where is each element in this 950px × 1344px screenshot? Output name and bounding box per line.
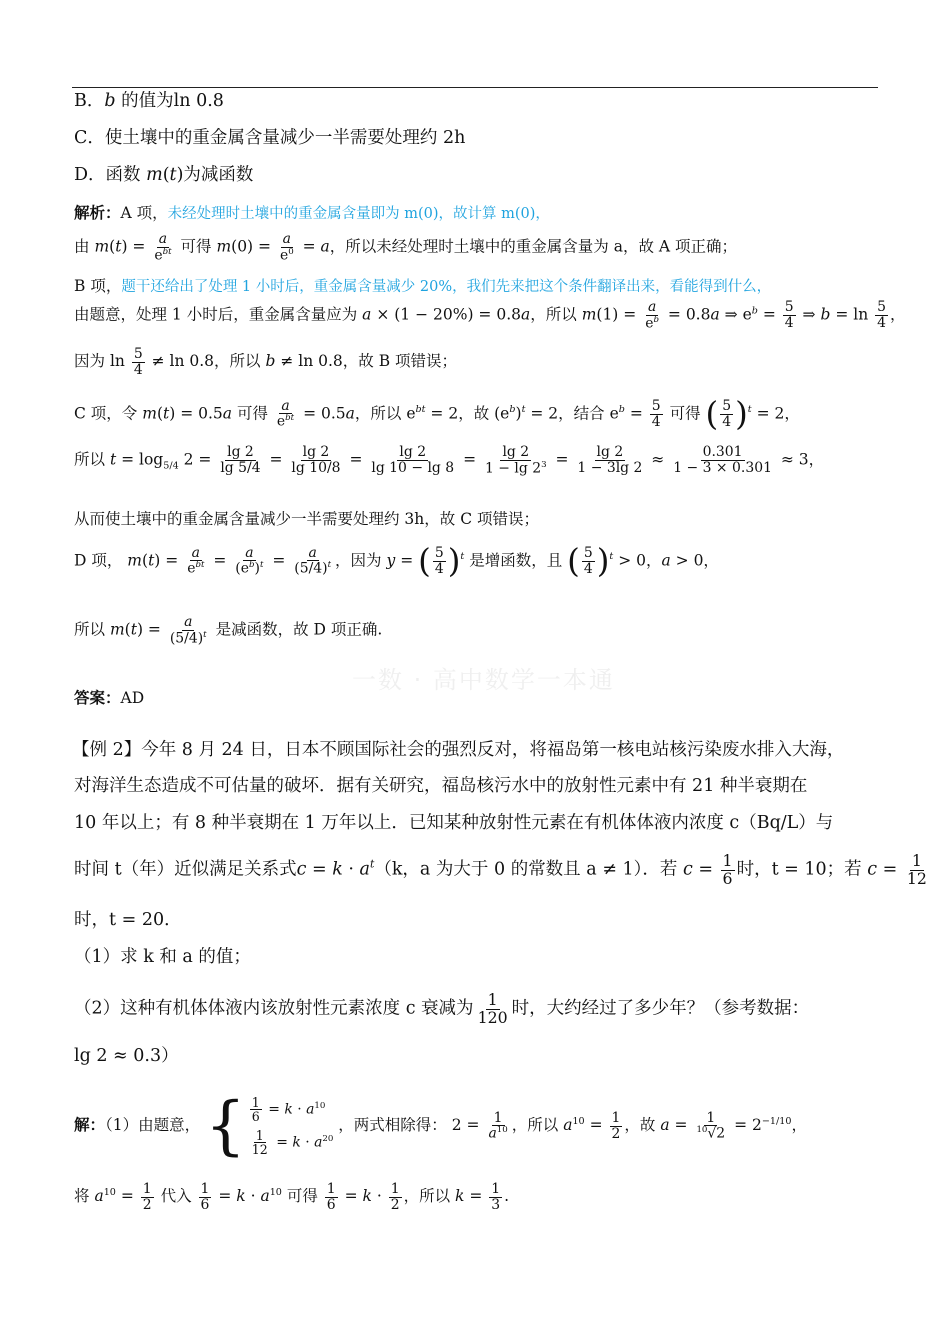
answer: 答案：AD xyxy=(74,688,145,707)
option-d: D．函数 m(t)为减函数 xyxy=(74,165,254,185)
option-b: B．b 的值为ln 0.8 xyxy=(74,91,224,111)
example2-p1: 【例 2】今年 8 月 24 日，日本不顾国际社会的强烈反对，将福岛第一核电站核污染废水排入大海， xyxy=(72,740,845,760)
analysis-b-line2: 因为 ln $\frac{5}{4}$ ≠ ln 0.8，所以 b ≠ ln 0.8，故 B 项错误； xyxy=(74,346,458,378)
example2-p4: 时间 t（年）近似满足关系式$c = k \cdot a^t(k$，a 为大于 0 的常数且 a ≠ 1）．若 c = $\frac{1}{6}$ 时，t = 10；若 c = $\frac{1}{12}$ xyxy=(74,851,927,888)
solution-line2: 将 $a^{10}$ = $\frac{1}{2}$ 代入 $\frac{1}{6}$ = $k \cdot a^{10}$ 可得 $\frac{1}{6}$ = k · $\frac{1}{2}$ ，所以 k = $\frac{1}{3}$ . xyxy=(74,1181,510,1213)
watermark: 一数 · 高中数学一本通 xyxy=(352,666,615,694)
example2-p2: 对海洋生态造成不可估量的破坏．据有关研究，福岛核污水中的放射性元素中有 21 种半衰期在 xyxy=(74,776,808,796)
analysis-c-conclusion: 从而使土壤中的重金属含量减少一半需要处理约 3h，故 C 项错误； xyxy=(74,510,539,528)
reference-data: lg 2 ≈ 0.3） xyxy=(74,1046,179,1066)
example2-p3: 10 年以上；有 8 种半衰期在 1 万年以上．已知某种放射性元素在有机体体液内浓度 c（Bq/L）与 xyxy=(74,813,834,833)
analysis-d: D 项， m(t) = $\frac{a}{e^{bt}}$ = $\frac{a}{(e^b)^t}$ = $\frac{a}{(5/4)^t}$ ，因为 y = ( $\frac{5}{4}$ ) $^t$ 是增函数，且 ( $\frac{5}{4}$ ) $^t$ > 0，a > 0， xyxy=(74,542,719,580)
example2-p5: 时，t = 20． xyxy=(74,910,182,930)
analysis-d-final: 所以 m(t) = $\frac{a}{(5/4)^t}$ 是减函数，故 D 项正确. xyxy=(74,614,383,647)
option-c: C．使土壤中的重金属含量减少一半需要处理约 2h xyxy=(74,128,466,148)
analysis-c-log: 所以 $t = \log_{5/4} 2$ = $\frac{\lg 2}{\lg 5/4}$ = $\frac{\lg 2}{\lg 10/8}$ = $\frac{\lg 2}{\lg 10 - \lg 8}$ = $\frac{\lg 2}{1 - \lg 2^3}$ = $\frac{\lg 2}{1 - 3\lg 2}$ ≈ $\frac{0.301}{1 - 3 \times 0.301}$ ≈ 3， xyxy=(74,444,825,477)
analysis-a: 解析：A 项，未经处理时土壤中的重金属含量即为 m(0)，故计算 m(0)， xyxy=(74,203,550,222)
analysis-a-formula: 由 m(t) = $\frac{a}{e^{bt}}$ 可得 m(0) = $\frac{a}{e^0}$ = a，所以未经处理时土壤中的重金属含量为 a，故 A 项正确； xyxy=(74,231,738,264)
analysis-b-line1: 由题意，处理 1 小时后，重金属含量应为 a × (1 − 20%) = 0.8a，所以 m(1) = $\frac{a}{e^b}$ = 0.8a ⇒ $e^b$ = $\frac{5}{4}$ ⇒ b = ln $\frac{5}{4}$ ， xyxy=(74,299,906,332)
analysis-c: C 项，令 m(t) = 0.5a 可得 $\frac{a}{e^{bt}}$ = 0.5a，所以 $e^{bt} = 2$，故 $(e^b)^t = 2$，结合 $e^b$ = $\frac{5}{4}$ 可得 ( $\frac{5}{4}$ ) $^t$ = 2， xyxy=(74,395,800,433)
equation-system: { $\frac{1}{6}$ = $k \cdot a^{10}$ $\frac{1}{12}$ = $k \cdot a^{20}$ xyxy=(205,1089,334,1163)
question-1: （1）求 k 和 a 的值； xyxy=(74,947,251,967)
top-rule xyxy=(72,87,878,88)
question-2: （2）这种有机体体液内该放射性元素浓度 c 衰减为 $\frac{1}{120}$ 时，大约经过了多少年？（参考数据： xyxy=(74,990,810,1027)
analysis-b: B 项，题干还给出了处理 1 小时后，重金属含量减少 20%，我们先来把这个条件翻译出来，看能得到什么， xyxy=(74,277,772,295)
solution-line1: 解：（1）由题意， { $\frac{1}{6}$ = $k \cdot a^{10}$ $\frac{1}{12}$ = $k \cdot a^{20}$ ，两式相除得： 2 = $\frac{1}{a^{10}}$ ，所以 $a^{10}$ = $\frac{1}{2}$ ，故 a = $\frac{1}{^{10}√2}$ = $2^{-1/10}$， xyxy=(74,1089,807,1163)
